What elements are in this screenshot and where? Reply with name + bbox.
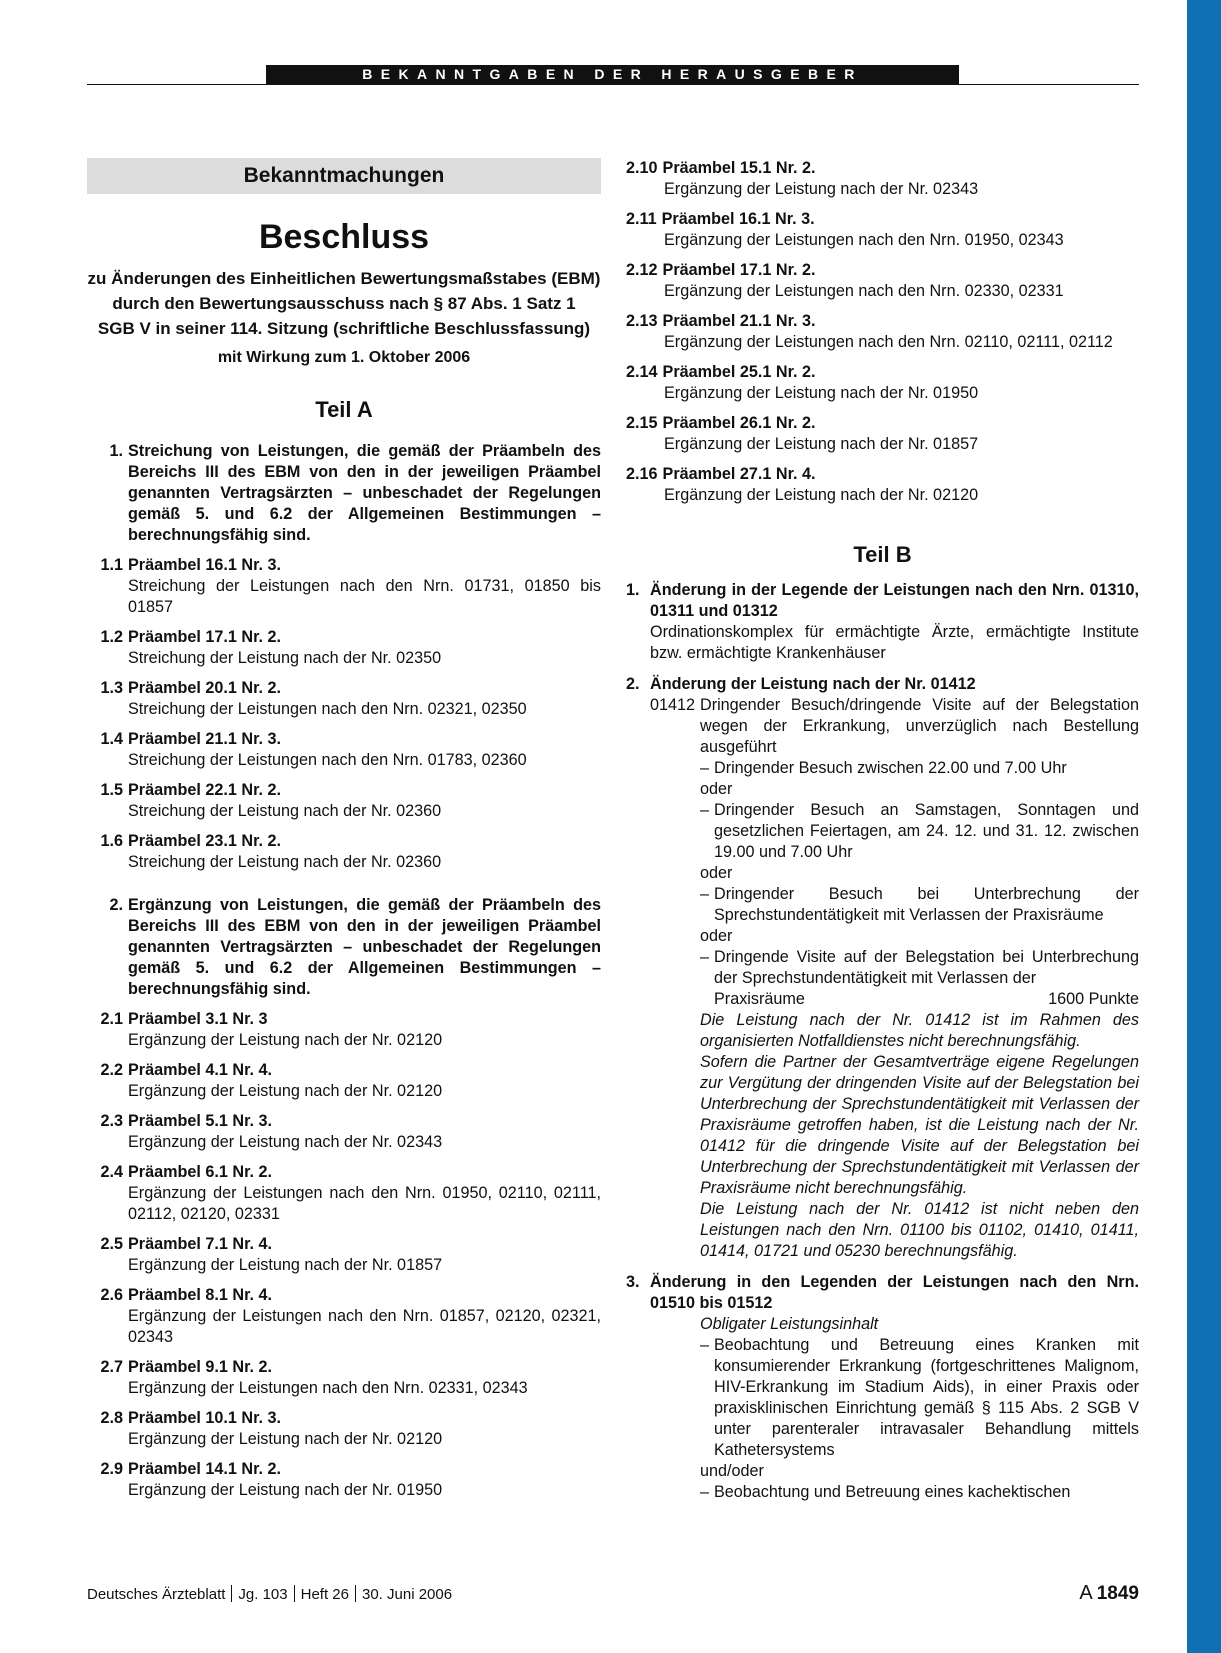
item-heading: [87, 729, 601, 750]
item-heading: [87, 555, 601, 576]
dash-item: – Dringende Visite auf der Belegstation bei Unterbrechung der Sprechstundentätigkeit mit Verlassen der Praxisräume 1600 Punkte: [700, 948, 1139, 1008]
item-title: Präambel 23.1 Nr. 2.: [128, 832, 281, 850]
item-title: Präambel 7.1 Nr. 4.: [128, 1235, 272, 1253]
list-item: [87, 780, 601, 822]
item-body: Ergänzung der Leistung nach der Nr. 02120: [128, 1082, 443, 1100]
item-heading: [87, 780, 601, 801]
item-body: Ergänzung der Leistung nach der Nr. 02120: [128, 1031, 443, 1049]
item-title: Präambel 3.1 Nr. 3: [128, 1010, 268, 1028]
section-b3: [626, 1272, 1139, 1503]
item-number: 2.15: [626, 414, 658, 432]
item-heading: [87, 678, 601, 699]
dash-item: – Dringender Besuch zwischen 22.00 und 7.00 Uhr: [626, 758, 1139, 779]
item-heading: [87, 1357, 601, 1378]
item-heading: [626, 362, 1139, 383]
item-title: Präambel 17.1 Nr. 2.: [128, 628, 281, 646]
item-heading: [87, 627, 601, 648]
subtitle-line: SGB V in seiner 114. Sitzung (schriftliche Beschlussfassung): [97, 319, 591, 338]
item-body: Streichung der Leistung nach der Nr. 02360: [128, 853, 442, 871]
item-number: 2.4: [100, 1163, 123, 1181]
item-body: Streichung der Leistung nach der Nr. 02360: [128, 802, 442, 820]
item-number: 2.3: [100, 1112, 123, 1130]
und-oder-text: und/oder: [700, 1462, 764, 1480]
list-item: [87, 555, 601, 618]
list-item: [87, 1408, 601, 1450]
item-body: Ergänzung der Leistungen nach den Nrn. 02110, 02111, 02112: [664, 333, 1113, 351]
item-heading: [87, 1060, 601, 1081]
dash-text: Dringender Besuch zwischen 22.00 und 7.00 Uhr: [714, 759, 1067, 777]
fee-description: Dringender Besuch/dringende Visite auf der Belegstation wegen der Erkrankung, unverzüglich nach Bestellung ausgeführt: [700, 696, 1139, 756]
item-body: Ergänzung der Leistung nach der Nr. 01857: [128, 1256, 443, 1274]
points-row: [714, 989, 1139, 1010]
item-title: Präambel 10.1 Nr. 3.: [128, 1409, 281, 1427]
item-heading: [626, 413, 1139, 434]
item-heading: [87, 1162, 601, 1183]
item-heading: [626, 260, 1139, 281]
item-body: Ergänzung der Leistungen nach den Nrn. 01857, 02120, 02321, 02343: [128, 1307, 601, 1346]
item-body: Ergänzung der Leistung nach der Nr. 01857: [664, 435, 979, 453]
item-number: 1.6: [100, 832, 123, 850]
item-body: Streichung der Leistungen nach den Nrn. 02321, 02350: [128, 700, 527, 718]
teil-b-heading: Teil B: [853, 542, 912, 567]
item-number: 2.8: [100, 1409, 123, 1427]
side-color-bar: [1187, 0, 1221, 1653]
item-number: 2.12: [626, 261, 658, 279]
fee-code: 01412: [650, 696, 696, 714]
note-text: Die Leistung nach der Nr. 01412 ist nicht neben den Leistungen nach den Nrn. 01100 bis 01102, 01410, 01411, 01414, 01721 und 05230 berechnungsfähig.: [700, 1200, 1139, 1260]
item-number: 2.14: [626, 363, 658, 381]
item-heading: [87, 1285, 601, 1306]
list-item: [626, 413, 1139, 455]
intro-text: Streichung von Leistungen, die gemäß der Präambeln des Bereichs III des EBM von den in der jeweiligen Präambel genannten Vertragsärzten – unbeschadet der Regelungen gemäß 5. und 6.2 der Allgemeinen Bestimmungen – berechnungsfähig sind.: [128, 442, 601, 544]
fee-code-row: [626, 695, 1139, 758]
item-heading: [626, 209, 1139, 230]
oder-text: oder: [700, 927, 733, 945]
item-number: 2.13: [626, 312, 658, 330]
item-title: Präambel 27.1 Nr. 4.: [662, 465, 816, 483]
item-title: Präambel 21.1 Nr. 3.: [662, 312, 816, 330]
dash-text: Dringender Besuch an Samstagen, Sonntagen und gesetzlichen Feiertagen, am 24. 12. und 31. 12. zwischen 19.00 und 7.00 Uhr: [714, 801, 1139, 861]
intro-number: 2.: [109, 896, 123, 914]
list-item: [87, 1285, 601, 1348]
effective-date: mit Wirkung zum 1. Oktober 2006: [217, 349, 471, 366]
teil-a-heading: Teil A: [315, 397, 373, 422]
item-body: Ergänzung der Leistungen nach den Nrn. 02331, 02343: [128, 1379, 528, 1397]
left-column: [87, 158, 601, 1501]
item-title: Präambel 16.1 Nr. 3.: [128, 556, 281, 574]
item-body: Streichung der Leistung nach der Nr. 02350: [128, 649, 442, 667]
list-item: [87, 1234, 601, 1276]
list-item: [87, 627, 601, 669]
item-number: 2.11: [626, 210, 657, 228]
item-heading: [87, 1234, 601, 1255]
list-item: [87, 678, 601, 720]
item-heading: [626, 158, 1139, 179]
list-item: [626, 362, 1139, 404]
list-item: [87, 1009, 601, 1051]
item-number: 2.5: [100, 1235, 123, 1253]
page-prefix: A: [1079, 1582, 1093, 1604]
item-heading: [87, 1111, 601, 1132]
intro-paragraph-1: [87, 441, 601, 546]
list-item: [87, 1357, 601, 1399]
item-body: Ergänzung der Leistung nach der Nr. 02120: [128, 1430, 443, 1448]
item-title: Präambel 5.1 Nr. 3.: [128, 1112, 272, 1130]
dash-text: Beobachtung und Betreuung eines Kranken mit konsumierender Erkrankung (fortgeschrittenes Malignom, HIV-Erkrankung im Stadium Aids), in einer Praxis oder praxisklinischen Einrichtung gemäß § 115 Abs. 2 SGB V unter parenteraler intravasaler Behandlung mittels Kathetersystems: [714, 1336, 1139, 1459]
header-rule: [87, 84, 1139, 85]
section-label: Bekanntmachungen: [87, 158, 601, 194]
section-title: Änderung in den Legenden der Leistungen nach den Nrn. 01510 bis 01512: [650, 1273, 1139, 1312]
list-item: [626, 464, 1139, 506]
page-number: [1079, 1582, 1139, 1605]
subtitle-line: durch den Bewertungsausschuss nach § 87 Abs. 1 Satz 1: [112, 294, 576, 313]
item-body: Streichung der Leistungen nach den Nrn. 01783, 02360: [128, 751, 527, 769]
note-text: Sofern die Partner der Gesamtverträge eigene Regelungen zur Vergütung der dringenden Visite auf der Belegstation bei Unterbrechung der Sprechstundentätigkeit mit Verlassen der Praxisräume getroffen haben, ist die Leistung nach der Nr. 01412 für die dringende Visite auf der Belegstation bei Unterbrechung der Sprechstundentätigkeit mit Verlassen der Praxisräume nicht berechnungsfähig.: [700, 1053, 1139, 1197]
item-title: Präambel 6.1 Nr. 2.: [128, 1163, 272, 1181]
item-body: Ergänzung der Leistungen nach den Nrn. 01950, 02343: [664, 231, 1064, 249]
list-item: [87, 1162, 601, 1225]
intro-number: 1.: [109, 442, 123, 460]
item-heading: [626, 464, 1139, 485]
item-number: 1.4: [100, 730, 123, 748]
dash-text: Dringender Besuch bei Unterbrechung der Sprechstundentätigkeit mit Verlassen der Praxisräume: [714, 885, 1139, 924]
item-number: 1.3: [100, 679, 123, 697]
item-title: Präambel 14.1 Nr. 2.: [128, 1460, 281, 1478]
item-number: 1.1: [100, 556, 123, 574]
item-heading: [87, 1009, 601, 1030]
section-header-band: BEKANNTGABEN DER HERAUSGEBER: [266, 65, 959, 84]
item-body: Ergänzung der Leistung nach der Nr. 01950: [664, 384, 979, 402]
list-item: [626, 158, 1139, 200]
journal-date: 30. Juni 2006: [362, 1586, 453, 1603]
section-b2: [626, 674, 1139, 1262]
item-body: Streichung der Leistungen nach den Nrn. 01731, 01850 bis 01857: [128, 577, 601, 616]
list-item: [626, 311, 1139, 353]
dash-item: – Beobachtung und Betreuung eines Kranken mit konsumierender Erkrankung (fortgeschrittenes Malignom, HIV-Erkrankung im Stadium Aids), in einer Praxis oder praxisklinischen Einrichtung gemäß § 115 Abs. 2 SGB V unter parenteraler intravasaler Behandlung mittels Kathetersystems: [700, 1336, 1139, 1459]
items-list-right: [626, 158, 1139, 506]
page-number-value: 1849: [1096, 1583, 1139, 1604]
oder-text: oder: [700, 780, 733, 798]
section-title: Änderung in der Legende der Leistungen nach den Nrn. 01310, 01311 und 01312: [650, 581, 1139, 620]
item-title: Präambel 4.1 Nr. 4.: [128, 1061, 272, 1079]
item-title: Präambel 26.1 Nr. 2.: [662, 414, 816, 432]
page-title: Beschluss: [258, 218, 430, 256]
items-list-1: [87, 555, 601, 873]
dash-item: – Dringender Besuch an Samstagen, Sonntagen und gesetzlichen Feiertagen, am 24. 12. und 31. 12. zwischen 19.00 und 7.00 Uhr: [700, 801, 1139, 861]
section-body: Ordinationskomplex für ermächtigte Ärzte, ermächtigte Institute bzw. ermächtigte Krankenhäuser: [650, 623, 1139, 662]
item-title: Präambel 8.1 Nr. 4.: [128, 1286, 272, 1304]
dash-text: Dringende Visite auf der Belegstation bei Unterbrechung der Sprechstundentätigkeit mit Verlassen der: [714, 948, 1139, 987]
item-body: Ergänzung der Leistung nach der Nr. 02120: [664, 486, 979, 504]
section-heading: [626, 1272, 1139, 1314]
list-item: [87, 831, 601, 873]
item-heading: [87, 831, 601, 852]
item-number: 2.10: [626, 159, 658, 177]
list-item: [87, 729, 601, 771]
obligate-content-label: Obligater Leistungsinhalt: [700, 1315, 879, 1333]
section-title: Änderung der Leistung nach der Nr. 01412: [650, 675, 976, 693]
item-title: Präambel 22.1 Nr. 2.: [128, 781, 281, 799]
dash-item: – Dringender Besuch bei Unterbrechung der Sprechstundentätigkeit mit Verlassen der Praxisräume: [700, 885, 1139, 924]
items-list-2: [87, 1009, 601, 1501]
right-column: [626, 158, 1139, 1503]
item-number: 1.2: [100, 628, 123, 646]
item-number: 2.16: [626, 465, 658, 483]
item-title: Präambel 16.1 Nr. 3.: [661, 210, 815, 228]
item-title: Präambel 21.1 Nr. 3.: [128, 730, 281, 748]
subtitle-line: zu Änderungen des Einheitlichen Bewertungsmaßstabes (EBM): [87, 269, 601, 288]
journal-volume: Jg. 103: [238, 1586, 288, 1603]
item-title: Präambel 15.1 Nr. 2.: [662, 159, 816, 177]
item-title: Präambel 25.1 Nr. 2.: [662, 363, 816, 381]
section-heading: [626, 580, 1139, 622]
journal-name: Deutsches Ärzteblatt: [87, 1586, 226, 1603]
list-item: [87, 1111, 601, 1153]
page-footer: [87, 1582, 1139, 1605]
item-body: Ergänzung der Leistungen nach den Nrn. 01950, 02110, 02111, 02112, 02120, 02331: [128, 1184, 601, 1223]
item-heading: [87, 1408, 601, 1429]
item-number: 2.7: [100, 1358, 123, 1376]
dash-text: Beobachtung und Betreuung eines kachektischen: [714, 1483, 1071, 1501]
footer-citation: [87, 1585, 452, 1603]
item-body: Ergänzung der Leistungen nach den Nrn. 02330, 02331: [664, 282, 1064, 300]
points-value: 1600 Punkte: [1048, 990, 1139, 1008]
list-item: [626, 209, 1139, 251]
section-heading: [626, 674, 1139, 695]
journal-issue: Heft 26: [300, 1586, 349, 1603]
list-item: [626, 260, 1139, 302]
item-heading: [87, 1459, 601, 1480]
list-item: [87, 1060, 601, 1102]
subtitle: [87, 266, 601, 341]
item-title: Präambel 20.1 Nr. 2.: [128, 679, 281, 697]
item-body: Ergänzung der Leistung nach der Nr. 02343: [128, 1133, 443, 1151]
dash-text-end: Praxisräume: [714, 990, 805, 1008]
item-number: 2.6: [100, 1286, 123, 1304]
note-text: Die Leistung nach der Nr. 01412 ist im Rahmen des organisierten Notfalldienstes nicht berechnungsfähig.: [700, 1011, 1139, 1050]
item-number: 2.2: [100, 1061, 123, 1079]
section-number: 1.: [626, 581, 640, 599]
section-number: 3.: [626, 1273, 640, 1291]
section-b1: [626, 580, 1139, 664]
oder-text: oder: [700, 864, 733, 882]
item-title: Präambel 9.1 Nr. 2.: [128, 1358, 272, 1376]
item-title: Präambel 17.1 Nr. 2.: [662, 261, 816, 279]
item-heading: [626, 311, 1139, 332]
item-body: Ergänzung der Leistung nach der Nr. 02343: [664, 180, 979, 198]
list-item: [87, 1459, 601, 1501]
intro-text: Ergänzung von Leistungen, die gemäß der Präambeln des Bereichs III des EBM von den in der jeweiligen Präambel genannten Vertragsärzten – unbeschadet der Regelungen gemäß 5. und 6.2 der Allgemeinen Bestimmungen – berechnungsfähig sind.: [128, 896, 601, 998]
item-number: 2.1: [100, 1010, 123, 1028]
intro-paragraph-2: [87, 895, 601, 1000]
item-number: 2.9: [100, 1460, 123, 1478]
section-number: 2.: [626, 675, 640, 693]
item-number: 1.5: [100, 781, 123, 799]
item-body: Ergänzung der Leistung nach der Nr. 01950: [128, 1481, 443, 1499]
dash-item: – Beobachtung und Betreuung eines kachektischen: [626, 1482, 1139, 1503]
